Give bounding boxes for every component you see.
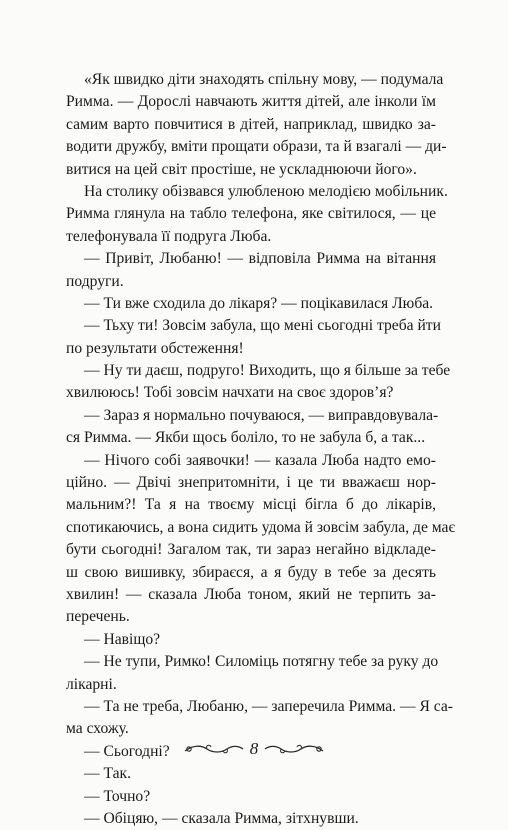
text-line: — Ти вже сходила до лікаря? — поцікавилася Люба. <box>84 294 434 312</box>
paragraph <box>66 696 453 741</box>
text-line: — Точно? <box>84 787 151 805</box>
text-line: самим варто повчитися в дітей, наприклад, швидко за- <box>66 115 436 133</box>
text-line: ш свою вишивку, збираєся, а я буду в тебе за десять <box>66 563 436 581</box>
text-line: бути сьогодні! Загалом так, ти зараз негайно відкладе- <box>66 541 436 559</box>
paragraph <box>66 405 439 450</box>
text-line: На столику обізвався улюбленою мелодією мобільник. <box>84 182 448 200</box>
paragraph <box>66 450 456 629</box>
paragraph <box>66 763 436 785</box>
text-line: подруги. <box>66 272 124 290</box>
paragraph <box>66 360 451 405</box>
text-line: — Зараз я нормально почуваюся, — виправдовувала- <box>84 406 439 424</box>
text-line: — Та не треба, Любаню, — заперечила Римма. — Я са- <box>84 697 453 715</box>
text-line: — Обіцяю, — сказала Римма, зітхнувши. <box>84 809 359 827</box>
left-flourish-icon <box>183 742 245 756</box>
text-line: «Як швидко діти знаходять спільну мову, — подумала <box>84 71 444 88</box>
text-line: Римма глянула на табло телефона, яке світилося, — це <box>66 205 436 223</box>
right-flourish-icon <box>263 742 325 756</box>
paragraph <box>66 181 448 248</box>
paragraph <box>66 69 447 181</box>
text-line: хвилин! — сказала Люба тоном, який не терпить за- <box>66 585 436 603</box>
text-line: ційно. — Двічі знепритомніти, і це ти вважаєш нор- <box>66 474 436 492</box>
text-line: — Так. <box>84 765 132 783</box>
text-line: перечень. <box>66 608 130 626</box>
text-line: телефонувала її подруга Люба. <box>66 227 272 245</box>
paragraph <box>66 786 436 808</box>
paragraph <box>66 808 436 830</box>
paragraph <box>66 629 436 651</box>
text-line: водити дружбу, вміти прощати образи, та й взагалі — ди- <box>66 138 447 156</box>
text-line: — Привіт, Любаню! — відповіла Римма на вітання <box>84 250 436 268</box>
paragraph <box>66 248 436 293</box>
text-line: спотикаючись, а вона сидить удома й зовсім забула, де має <box>66 518 456 536</box>
text-line: витися на цей світ простіше, не ускладнюючи його». <box>66 160 417 178</box>
page-number: 8 <box>249 739 259 758</box>
paragraph <box>66 651 439 696</box>
text-line: мальним?! Та я на твоєму місці бігла б до лікарів, <box>66 496 436 514</box>
page-number-ornament <box>0 737 508 761</box>
paragraph <box>66 293 436 315</box>
text-line: — Тьху ти! Зовсім забула, що мені сьогодні треба йти <box>84 317 441 335</box>
text-line: Римма. — Дорослі навчають життя дітей, але інколи їм <box>66 93 436 111</box>
text-line: лікарні. <box>66 675 117 693</box>
text-line: — Ну ти даєш, подруго! Виходить, що я більше за тебе <box>84 362 451 380</box>
text-line: хвилююсь! Тобі зовсім начхати на своє здоров’я? <box>66 384 394 402</box>
page-body-text <box>66 69 456 830</box>
text-line: по результати обстеження! <box>66 339 244 357</box>
text-line: — Сьогодні? <box>84 742 170 760</box>
text-line: ма схожу. <box>66 720 129 738</box>
text-line: — Нічого собі заявочки! — казала Люба надто емо- <box>84 451 436 469</box>
paragraph <box>66 315 441 360</box>
text-line: — Навіщо? <box>84 630 161 648</box>
text-line: — Не тупи, Римко! Силоміць потягну тебе за руку до <box>84 653 439 671</box>
text-line: ся Римма. — Якби щось боліло, то не забула б, а так... <box>66 429 426 447</box>
